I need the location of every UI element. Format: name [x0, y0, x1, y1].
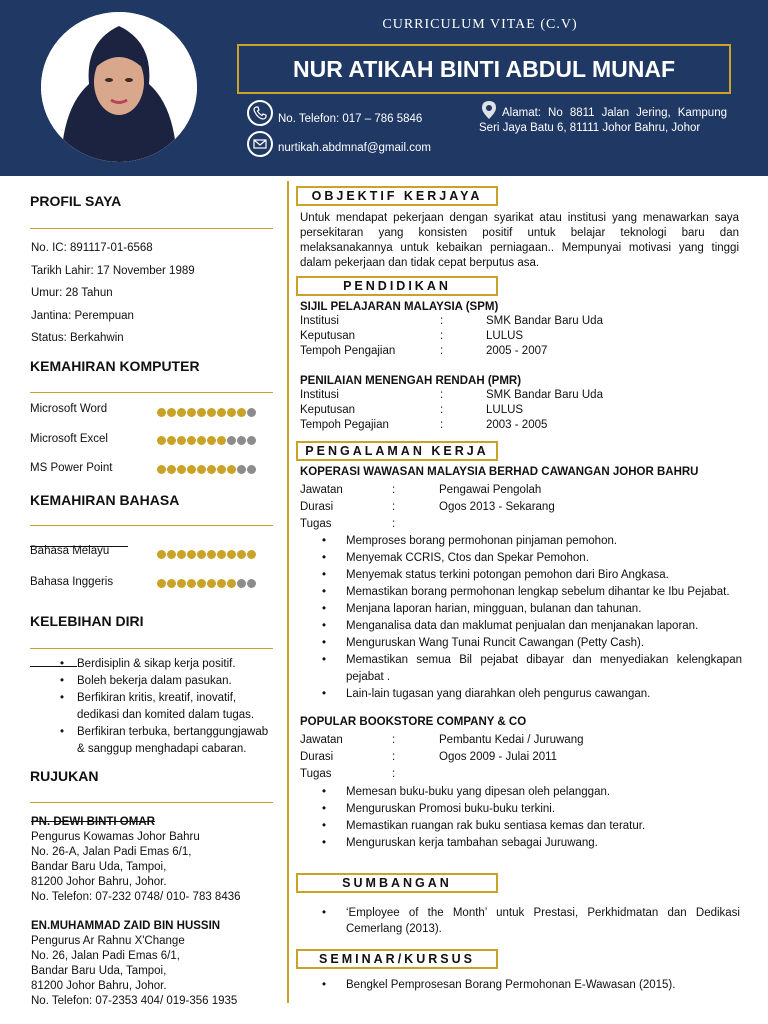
list-item: • Menyemak CCRIS, Ctos dan Spekar Pemohon. [322, 550, 742, 567]
job-row [300, 734, 740, 749]
education-title: SIJIL PELAJARAN MALAYSIA (SPM) [300, 301, 499, 313]
row-key: Tugas [300, 518, 332, 530]
row-value: 2005 - 2007 [486, 345, 548, 357]
rating-dot-filled [177, 436, 186, 445]
rating-dot-filled [237, 408, 246, 417]
skill-melayu-rating [157, 550, 256, 559]
education-row [300, 315, 740, 330]
rating-dot-filled [207, 436, 216, 445]
row-value: LULUS [486, 404, 524, 416]
row-value: Pengawai Pengolah [439, 484, 542, 496]
section-divider [30, 228, 273, 229]
list-item: • Boleh bekerja dalam pasukan. [60, 673, 278, 690]
list-item: • Lain-lain tugasan yang diarahkan oleh pengurus cawangan. [322, 686, 742, 703]
rating-dot-empty [247, 465, 256, 474]
job-row [300, 501, 740, 516]
rating-dot-filled [187, 550, 196, 559]
row-key: Jawatan [300, 484, 343, 496]
rating-dot-filled [167, 436, 176, 445]
row-value: Pembantu Kedai / Juruwang [439, 734, 584, 746]
education-title: PENILAIAN MENENGAH RENDAH (PMR) [300, 375, 522, 387]
rating-dot-filled [197, 465, 206, 474]
email-icon [247, 131, 273, 157]
reference-name: EN.MUHAMMAD ZAID BIN HUSSIN [31, 920, 221, 932]
row-colon: : [440, 315, 444, 327]
row-key: Tugas [300, 768, 332, 780]
rating-dot-filled [167, 408, 176, 417]
seminar-heading: SEMINAR/KURSUS [296, 949, 498, 969]
rating-dot-filled [217, 465, 226, 474]
column-divider [287, 181, 289, 1003]
rating-dot-filled [197, 436, 206, 445]
rating-dot-empty [247, 408, 256, 417]
pengalaman-heading: PENGALAMAN KERJA [296, 441, 498, 461]
rating-dot-filled [177, 550, 186, 559]
rating-dot-filled [217, 579, 226, 588]
profil-heading: PROFIL SAYA [30, 193, 122, 209]
reference-line: 81200 Johor Bahru, Johor. [31, 876, 167, 888]
rating-dot-filled [207, 408, 216, 417]
rating-dot-filled [197, 579, 206, 588]
full-name: NUR ATIKAH BINTI ABDUL MUNAF [292, 55, 675, 82]
row-colon: : [440, 330, 444, 342]
rating-dot-filled [237, 550, 246, 559]
rating-dot-filled [247, 550, 256, 559]
skill-word-rating [157, 408, 256, 417]
rating-dot-filled [217, 550, 226, 559]
job-row [300, 768, 740, 783]
cv-title: CURRICULUM VITAE (C.V) [382, 17, 578, 32]
row-key: Institusi [300, 389, 339, 401]
rating-dot-filled [207, 550, 216, 559]
rating-dot-filled [177, 579, 186, 588]
row-colon: : [440, 419, 444, 431]
row-key: Keputusan [300, 404, 355, 416]
phone-icon [247, 100, 273, 126]
list-item: • ‘Employee of the Month’ untuk Prestasi, Perkhidmatan dan Dedikasi Cemerlang (2013). [322, 905, 740, 937]
rating-dot-filled [187, 579, 196, 588]
list-item: • Berdisiplin & sikap kerja positif. [60, 656, 278, 673]
objektif-heading: OBJEKTIF KERJAYA [296, 186, 498, 206]
reference-line: Bandar Baru Uda, Tampoi, [31, 861, 167, 873]
row-value: LULUS [486, 330, 524, 342]
phone-number: No. Telefon: 017 – 786 5846 [278, 113, 423, 125]
row-colon: : [440, 345, 444, 357]
list-item: • Menyemak status terkini potongan pemohon dari Biro Angkasa. [322, 567, 742, 584]
list-item: • Bengkel Pemprosesan Borang Permohonan E-Wawasan (2015). [322, 977, 742, 994]
section-divider [30, 648, 273, 649]
row-key: Institusi [300, 315, 339, 327]
row-key: Tempoh Pengajian [300, 345, 396, 357]
rating-dot-empty [237, 436, 246, 445]
rating-dot-empty [237, 465, 246, 474]
rating-dot-filled [157, 465, 166, 474]
date-of-birth: Tarikh Lahir: 17 November 1989 [31, 265, 195, 277]
rating-dot-filled [227, 408, 236, 417]
reference-line: Bandar Baru Uda, Tampoi, [31, 965, 167, 977]
list-item: • Menguruskan Wang Tunai Runcit Cawangan (Petty Cash). [322, 635, 742, 652]
rating-dot-filled [187, 408, 196, 417]
reference-line: No. 26, Jalan Padi Emas 6/1, [31, 950, 180, 962]
job-row [300, 484, 740, 499]
profile-photo [41, 12, 197, 162]
skill-inggeris-rating [157, 579, 256, 588]
row-value: Ogos 2013 - Sekarang [439, 501, 555, 513]
company-name: POPULAR BOOKSTORE COMPANY & CO [300, 716, 527, 728]
ic-number: No. IC: 891117-01-6568 [31, 242, 153, 254]
list-item: • Memastikan ruangan rak buku sentiasa kemas dan teratur. [322, 818, 742, 835]
section-divider [30, 802, 273, 803]
skill-word-label: Microsoft Word [30, 403, 108, 415]
task-list [322, 784, 742, 852]
rating-dot-filled [227, 465, 236, 474]
list-item: • Menjana laporan harian, mingguan, bulanan dan tahunan. [322, 601, 742, 618]
education-row [300, 345, 740, 360]
list-item: • Berfikiran kritis, kreatif, inovatif, dedikasi dan komited dalam tugas. [60, 690, 278, 724]
name-box [237, 44, 731, 94]
rating-dot-filled [167, 579, 176, 588]
rating-dot-filled [167, 465, 176, 474]
list-item: • Memastikan borang permohonan lengkap sebelum dihantar ke Ibu Pejabat. [322, 584, 742, 601]
komputer-heading: KEMAHIRAN KOMPUTER [30, 358, 200, 374]
rating-dot-filled [207, 465, 216, 474]
row-colon: : [392, 518, 396, 530]
reference-1 [31, 815, 241, 905]
section-divider [30, 525, 273, 526]
reference-line: No. Telefon: 07-2353 404/ 019-356 1935 [31, 995, 238, 1007]
list-item: • Memesan buku-buku yang dipesan oleh pelanggan. [322, 784, 742, 801]
row-value: 2003 - 2005 [486, 419, 548, 431]
email-address: nurtikah.abdmnaf@gmail.com [278, 142, 431, 154]
row-colon: : [440, 389, 444, 401]
rating-dot-filled [197, 550, 206, 559]
gender: Jantina: Perempuan [31, 310, 134, 322]
rating-dot-filled [227, 579, 236, 588]
rating-dot-filled [187, 436, 196, 445]
row-key: Jawatan [300, 734, 343, 746]
education-row [300, 389, 740, 404]
row-value: SMK Bandar Baru Uda [486, 389, 603, 401]
rating-dot-empty [247, 436, 256, 445]
row-colon: : [392, 501, 396, 513]
reference-name: PN. DEWI BINTI OMAR [31, 816, 155, 828]
skill-inggeris-label: Bahasa Inggeris [30, 576, 114, 588]
reference-line: No. Telefon: 07-232 0748/ 010- 783 8436 [31, 891, 241, 903]
row-value: Ogos 2009 - Julai 2011 [439, 751, 558, 763]
row-colon: : [392, 768, 396, 780]
rating-dot-filled [217, 408, 226, 417]
marital-status: Status: Berkahwin [31, 332, 124, 344]
rating-dot-filled [177, 408, 186, 417]
kelebihan-list [60, 656, 278, 758]
reference-line: 81200 Johor Bahru, Johor. [31, 980, 167, 992]
education-row [300, 404, 740, 419]
skill-excel-label: Microsoft Excel [30, 433, 108, 445]
header-banner [0, 0, 768, 176]
rating-dot-filled [227, 550, 236, 559]
section-divider [30, 392, 273, 393]
rating-dot-filled [167, 550, 176, 559]
rating-dot-filled [197, 408, 206, 417]
row-colon: : [392, 734, 396, 746]
rating-dot-empty [247, 579, 256, 588]
list-item: • Berfikiran terbuka, bertanggungjawab & sanggup menghadapi cabaran. [60, 724, 278, 758]
skill-powerpoint-label: MS Power Point [30, 462, 113, 474]
rating-dot-filled [157, 550, 166, 559]
rating-dot-empty [227, 436, 236, 445]
row-value: SMK Bandar Baru Uda [486, 315, 603, 327]
list-item: • Menguruskan Promosi buku-buku terkini. [322, 801, 742, 818]
skill-excel-rating [157, 436, 256, 445]
rujukan-heading: RUJUKAN [30, 768, 99, 784]
skill-melayu-label: Bahasa Melayu [30, 545, 110, 557]
row-key: Durasi [300, 501, 334, 513]
rating-dot-filled [157, 436, 166, 445]
home-address: Alamat: No 8811 Jalan Jering, Kampung Seri Jaya Batu 6, 81111 Johor Bahru, Johor [479, 107, 727, 134]
row-key: Tempoh Pegajian [300, 419, 389, 431]
rating-dot-filled [217, 436, 226, 445]
rating-dot-empty [237, 579, 246, 588]
pendidikan-heading: PENDIDIKAN [296, 276, 498, 296]
row-colon: : [392, 751, 396, 763]
sumbangan-heading: SUMBANGAN [296, 873, 498, 893]
row-colon: : [392, 484, 396, 496]
rating-dot-filled [207, 579, 216, 588]
rating-dot-filled [157, 408, 166, 417]
reference-line: Pengurus Kowamas Johor Bahru [31, 831, 200, 843]
kelebihan-heading: KELEBIHAN DIRI [30, 613, 144, 629]
education-row [300, 330, 740, 345]
task-list [322, 533, 742, 703]
reference-line: No. 26-A, Jalan Padi Emas 6/1, [31, 846, 192, 858]
row-key: Keputusan [300, 330, 355, 342]
skill-powerpoint-rating [157, 465, 256, 474]
bahasa-heading: KEMAHIRAN BAHASA [30, 492, 180, 508]
seminar-list [322, 977, 742, 994]
rating-dot-filled [177, 465, 186, 474]
rating-dot-filled [157, 579, 166, 588]
company-name: KOPERASI WAWASAN MALAYSIA BERHAD CAWANGAN JOHOR BAHRU [300, 466, 699, 478]
education-row [300, 419, 740, 434]
job-row [300, 751, 740, 766]
reference-line: Pengurus Ar Rahnu X'Change [31, 935, 185, 947]
job-row [300, 518, 740, 533]
reference-2 [31, 919, 237, 1009]
row-key: Durasi [300, 751, 334, 763]
list-item: • Memproses borang permohonan pinjaman pemohon. [322, 533, 742, 550]
row-colon: : [440, 404, 444, 416]
rating-dot-filled [187, 465, 196, 474]
age: Umur: 28 Tahun [31, 287, 113, 299]
list-item: • Menguruskan kerja tambahan sebagai Juruwang. [322, 835, 742, 852]
list-item: • Menganalisa data dan maklumat penjualan dan menjanakan laporan. [322, 618, 742, 635]
objektif-text: Untuk mendapat pekerjaan dengan syarikat atau institusi yang menawarkan saya persekitaran yang konsisten positif untuk belajar teknologi baru dan melaksanakannya untuk kebaikan perniagaan.. Mempunyai motivasi yang tinggi dalam pekerjaan dan tidak cepat berputus asa. [300, 212, 739, 269]
sumbangan-list [322, 905, 740, 937]
list-item: • Memastikan semua Bil pejabat dibayar dan menyediakan kelengkapan pejabat . [322, 652, 742, 686]
